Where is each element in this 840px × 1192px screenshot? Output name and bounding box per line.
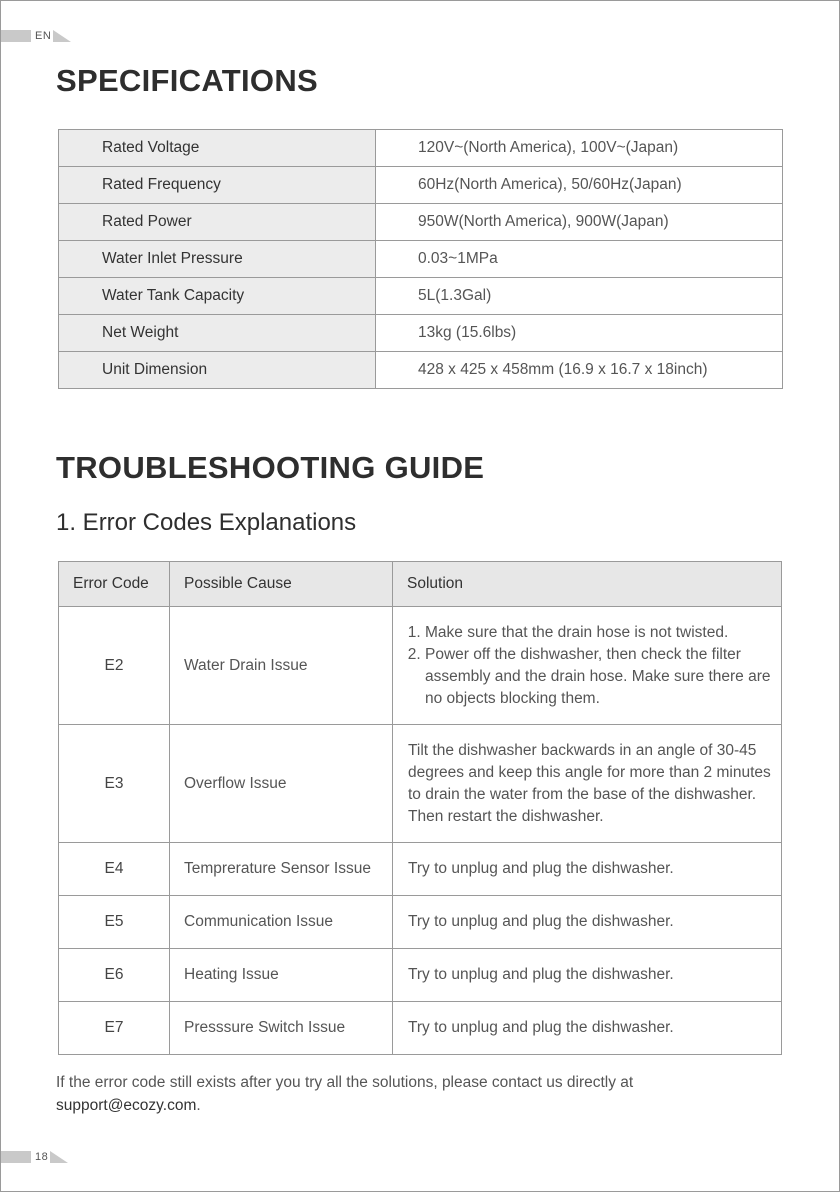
header-possible-cause: Possible Cause bbox=[170, 562, 393, 607]
solution: Try to unplug and plug the dishwasher. bbox=[393, 949, 782, 1002]
spec-row bbox=[59, 241, 783, 278]
solution: Try to unplug and plug the dishwasher. bbox=[393, 896, 782, 949]
tab-arrow-icon bbox=[53, 30, 71, 42]
tab-bar bbox=[1, 30, 31, 42]
header-error-code: Error Code bbox=[59, 562, 170, 607]
specifications-table bbox=[58, 129, 783, 389]
specifications-title: SPECIFICATIONS bbox=[56, 63, 318, 98]
tab-bar bbox=[1, 1151, 31, 1163]
error-code: E3 bbox=[59, 725, 170, 843]
spec-row bbox=[59, 278, 783, 315]
possible-cause: Overflow Issue bbox=[170, 725, 393, 843]
error-code: E4 bbox=[59, 843, 170, 896]
solution: Try to unplug and plug the dishwasher. bbox=[393, 843, 782, 896]
spec-row bbox=[59, 167, 783, 204]
header-solution: Solution bbox=[393, 562, 782, 607]
solution: Tilt the dishwasher backwards in an angle of 30-45 degrees and keep this angle for more than 2 minutes to drain the water from the base of the dishwasher. Then restart the dishwasher. bbox=[393, 725, 782, 843]
spec-value: 120V~(North America), 100V~(Japan) bbox=[376, 130, 783, 167]
possible-cause: Water Drain Issue bbox=[170, 607, 393, 725]
language-label: EN bbox=[35, 30, 52, 42]
spec-label: Rated Power bbox=[59, 204, 376, 241]
error-code: E5 bbox=[59, 896, 170, 949]
solution: Try to unplug and plug the dishwasher. bbox=[393, 1002, 782, 1055]
spec-label: Net Weight bbox=[59, 315, 376, 352]
table-row bbox=[59, 949, 782, 1002]
tab-arrow-icon bbox=[50, 1151, 68, 1163]
spec-value: 13kg (15.6lbs) bbox=[376, 315, 783, 352]
solution-step: 2. Power off the dishwasher, then check the filter assembly and the drain hose. Make sure there are no objects blocking them. bbox=[425, 644, 773, 710]
spec-row bbox=[59, 352, 783, 389]
error-codes-table bbox=[58, 561, 782, 1055]
language-tab bbox=[1, 29, 71, 43]
support-end: . bbox=[196, 1096, 201, 1114]
troubleshooting-title: TROUBLESHOOTING GUIDE bbox=[56, 450, 485, 485]
spec-label: Rated Frequency bbox=[59, 167, 376, 204]
spec-label: Water Tank Capacity bbox=[59, 278, 376, 315]
support-email-link[interactable]: support@ecozy.com bbox=[56, 1096, 197, 1114]
spec-value: 950W(North America), 900W(Japan) bbox=[376, 204, 783, 241]
spec-label: Water Inlet Pressure bbox=[59, 241, 376, 278]
table-row bbox=[59, 843, 782, 896]
support-note bbox=[56, 1071, 776, 1117]
spec-label: Rated Voltage bbox=[59, 130, 376, 167]
error-codes-subtitle: 1. Error Codes Explanations bbox=[56, 509, 357, 536]
solution bbox=[393, 607, 782, 725]
table-row bbox=[59, 725, 782, 843]
possible-cause: Heating Issue bbox=[170, 949, 393, 1002]
error-code: E7 bbox=[59, 1002, 170, 1055]
spec-value: 5L(1.3Gal) bbox=[376, 278, 783, 315]
page-number: 18 bbox=[35, 1151, 49, 1163]
spec-row bbox=[59, 204, 783, 241]
spec-value: 0.03~1MPa bbox=[376, 241, 783, 278]
spec-row bbox=[59, 130, 783, 167]
page-number-tab bbox=[1, 1150, 68, 1164]
table-row bbox=[59, 607, 782, 725]
possible-cause: Presssure Switch Issue bbox=[170, 1002, 393, 1055]
spec-label: Unit Dimension bbox=[59, 352, 376, 389]
possible-cause: Communication Issue bbox=[170, 896, 393, 949]
spec-value: 428 x 425 x 458mm (16.9 x 16.7 x 18inch) bbox=[376, 352, 783, 389]
solution-steps bbox=[408, 622, 773, 710]
solution-step: 1. Make sure that the drain hose is not twisted. bbox=[425, 622, 773, 644]
support-text: If the error code still exists after you try all the solutions, please contact us directly at bbox=[56, 1073, 634, 1091]
table-header-row bbox=[59, 562, 782, 607]
spec-value: 60Hz(North America), 50/60Hz(Japan) bbox=[376, 167, 783, 204]
table-row bbox=[59, 1002, 782, 1055]
table-row bbox=[59, 896, 782, 949]
possible-cause: Temprerature Sensor Issue bbox=[170, 843, 393, 896]
error-code: E6 bbox=[59, 949, 170, 1002]
spec-row bbox=[59, 315, 783, 352]
error-code: E2 bbox=[59, 607, 170, 725]
